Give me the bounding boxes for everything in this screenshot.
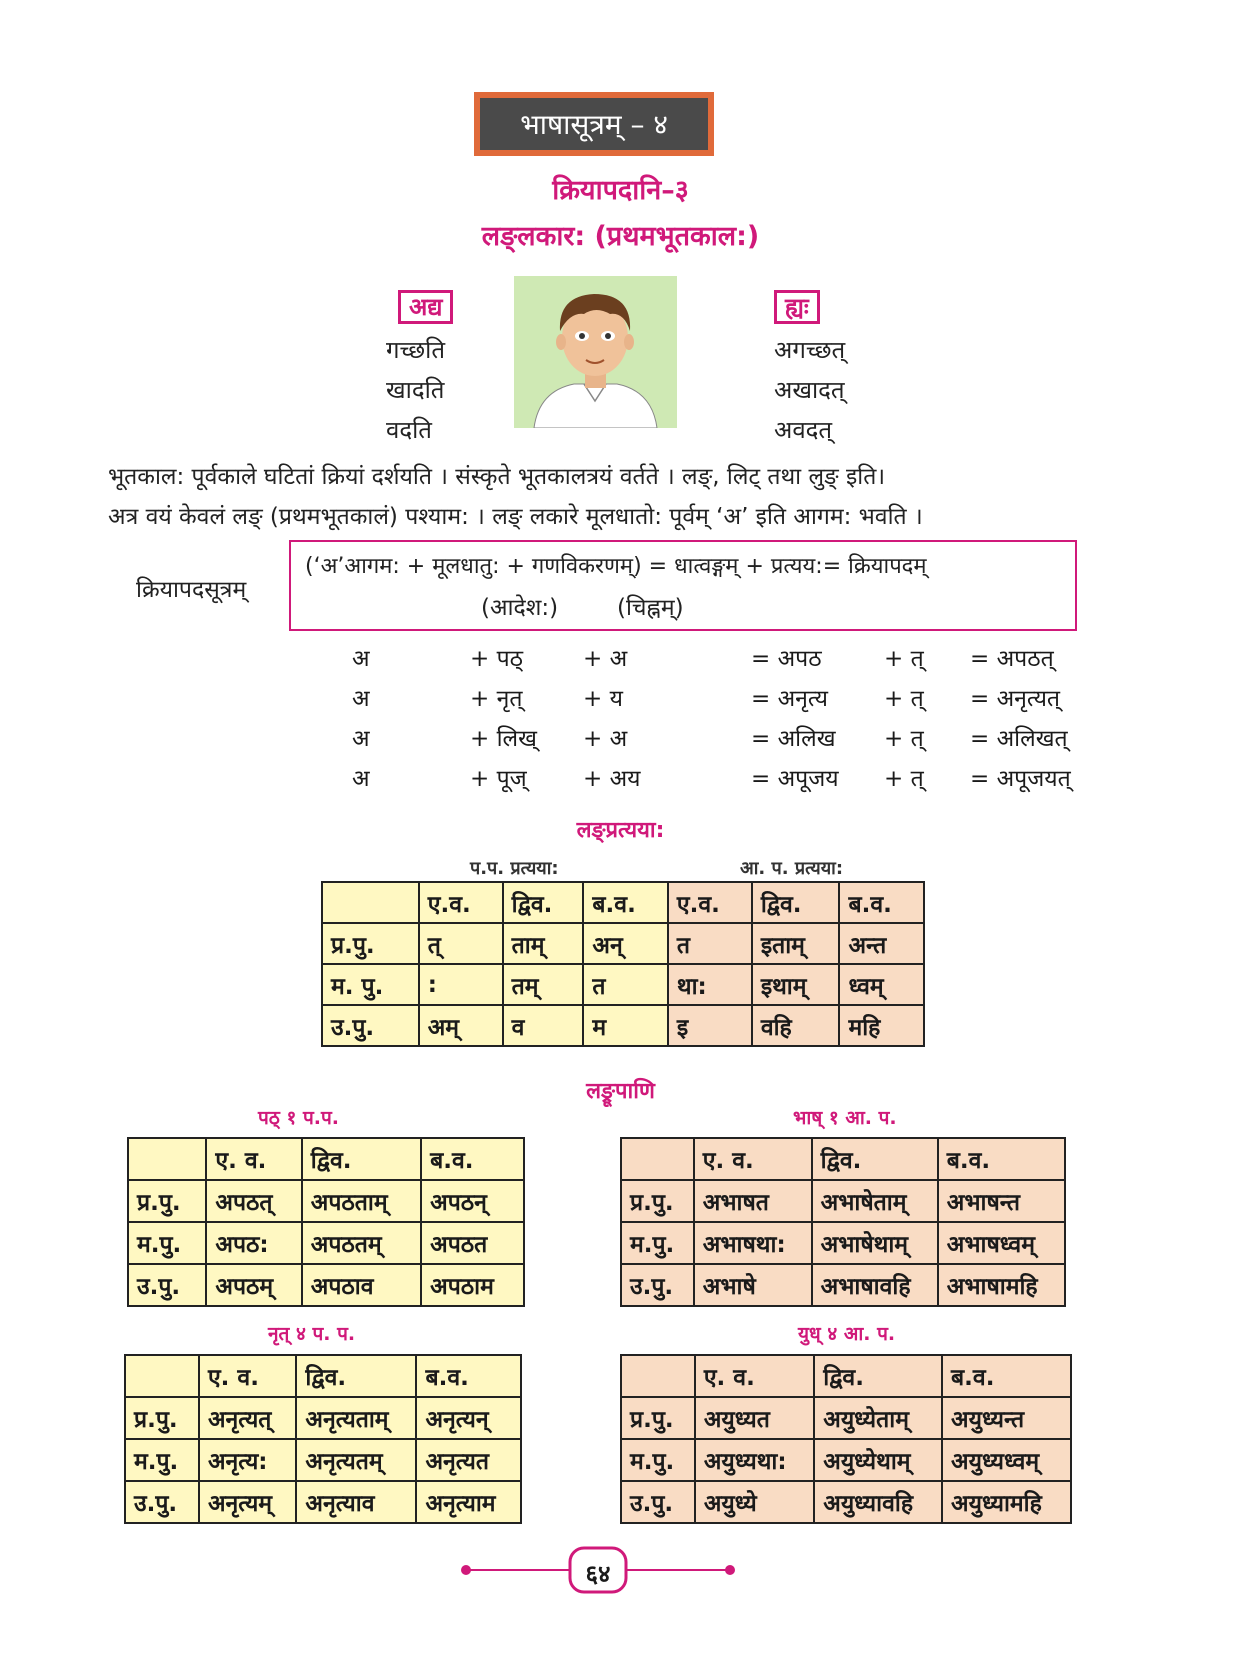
boy-icon [514, 276, 677, 428]
derivation-cell: = अपूजय [751, 766, 839, 792]
past-word: अखादत् [774, 376, 845, 404]
table-label-bhash: भाष् १ आ. प. [793, 1107, 897, 1129]
forms-table-yudh [620, 1354, 1072, 1524]
table-cell: उ.पु. [621, 1481, 695, 1523]
table-cell [128, 1138, 206, 1180]
table-cell: इ [668, 1005, 752, 1046]
table-cell: था: [668, 964, 752, 1005]
table-row [125, 1481, 521, 1523]
table-cell: प्र.पु. [128, 1180, 206, 1222]
table-cell: द्विव. [812, 1138, 938, 1180]
table-row [128, 1222, 524, 1264]
table-cell: अपठत [421, 1222, 524, 1264]
table-row [128, 1264, 524, 1306]
title-banner [474, 92, 714, 156]
derivation-cell: + त् [884, 686, 924, 712]
table-cell: अपठाव [302, 1264, 421, 1306]
table-cell: अभाषत [694, 1180, 812, 1222]
table-cell: अभाषथा: [694, 1222, 812, 1264]
table-cell [125, 1355, 199, 1397]
derivation-cell: + अ [583, 726, 628, 752]
table-row [128, 1180, 524, 1222]
suffix-heading: लङ्प्रत्यया: [576, 818, 665, 843]
derivation-cell: + अ [583, 646, 628, 672]
table-cell: द्विव. [296, 1355, 416, 1397]
derivation-cell: = अपठत् [970, 646, 1054, 672]
table-cell: अपठतम् [302, 1222, 421, 1264]
table-label-path: पठ् १ प.प. [258, 1107, 339, 1129]
table-cell: अभाषेथाम् [812, 1222, 938, 1264]
table-cell: अयुध्ये [695, 1481, 814, 1523]
formula-note: (आदेश:) [481, 595, 559, 621]
table-cell: ए.व. [419, 882, 503, 923]
present-word: गच्छति [386, 336, 446, 364]
boy-illustration [514, 276, 677, 428]
table-cell: द्विव. [814, 1355, 942, 1397]
table-row [621, 1180, 1065, 1222]
table-row [125, 1397, 521, 1439]
table-cell: अनृत्य: [199, 1439, 296, 1481]
table-cell: द्विव. [752, 882, 840, 923]
table-cell: म [583, 1005, 667, 1046]
formula-label: क्रियापदसूत्रम् [136, 577, 247, 603]
table-cell: अम् [419, 1005, 503, 1046]
table-cell: अभाषावहि [812, 1264, 938, 1306]
table-cell: : [419, 964, 503, 1005]
table-cell: ध्वम् [839, 964, 924, 1005]
subtitle: क्रियापदानि–३ [552, 175, 689, 206]
table-row [322, 1005, 924, 1046]
table-row [621, 1355, 1071, 1397]
table-cell: ए.व. [668, 882, 752, 923]
table-cell: ब.व. [938, 1138, 1065, 1180]
table-cell: अपठ: [206, 1222, 301, 1264]
derivation-cell: + लिख् [470, 726, 537, 752]
table-cell: ब.व. [421, 1138, 524, 1180]
derivation-cell: अ [352, 686, 370, 712]
table-cell: त [668, 923, 752, 964]
table-cell: अयुध्यन्त [942, 1397, 1071, 1439]
yesterday-label: ह्यः [774, 290, 820, 324]
table-cell: अयुध्येताम् [814, 1397, 942, 1439]
page-title: भाषासूत्रम् – ४ [520, 108, 668, 141]
table-cell: ए. व. [199, 1355, 296, 1397]
table-row [125, 1355, 521, 1397]
table-cell: प्र.पु. [322, 923, 419, 964]
table-cell: उ.पु. [125, 1481, 199, 1523]
derivation-cell: + त् [884, 726, 924, 752]
suffix-table [321, 881, 925, 1047]
formula-box [289, 540, 1077, 631]
table-cell: अनृत्यतम् [296, 1439, 416, 1481]
table-cell: अनृत्यन् [416, 1397, 521, 1439]
table-cell: महि [839, 1005, 924, 1046]
table-row [125, 1439, 521, 1481]
derivation-cell: + अय [583, 766, 641, 792]
table-cell: अयुध्येथाम् [814, 1439, 942, 1481]
table-cell: अपठत् [206, 1180, 301, 1222]
table-cell: उ.पु. [128, 1264, 206, 1306]
derivation-cell: + य [583, 686, 623, 712]
today-label: अद्य [398, 290, 453, 324]
table-cell: उ.पु. [621, 1264, 694, 1306]
table-cell: इथाम् [752, 964, 840, 1005]
table-cell: अयुध्यामहि [942, 1481, 1071, 1523]
table-cell: अपठताम् [302, 1180, 421, 1222]
table-cell: अयुध्यत [695, 1397, 814, 1439]
table-cell: अभाषामहि [938, 1264, 1065, 1306]
table-label-yudh: युध् ४ आ. प. [798, 1323, 896, 1345]
table-row [621, 1481, 1071, 1523]
derivation-cell: = अनृत्य [751, 686, 828, 712]
table-cell: अयुध्यथा: [695, 1439, 814, 1481]
table-row [322, 882, 924, 923]
table-cell: अपठाम [421, 1264, 524, 1306]
page-number: ६४ [585, 1560, 611, 1588]
table-cell: म.पु. [621, 1439, 695, 1481]
today-label-box [398, 290, 453, 323]
table-cell: वहि [752, 1005, 840, 1046]
table-cell: म.पु. [125, 1439, 199, 1481]
formula-line: (‘अ’आगम: + मूलधातु: + गणविकरणम्) = धात्वङ्गम् + प्रत्यय:= क्रियापदम् [305, 554, 927, 579]
table-cell: अभाषन्त [938, 1180, 1065, 1222]
topic-heading: लङ्लकार: (प्रथमभूतकाल:) [481, 221, 760, 252]
table-cell: अनृत्यम् [199, 1481, 296, 1523]
derivation-cell: + त् [884, 766, 924, 792]
table-cell: अनृत्यताम् [296, 1397, 416, 1439]
paragraph-line: अत्र वयं केवलं लङ् (प्रथमभूतकालं) पश्याम: । लङ् लकारे मूलधातो: पूर्वम् ‘अ’ इति आगम: भवति । [108, 504, 923, 530]
paragraph-line: भूतकाल: पूर्वकाले घटितां क्रियां दर्शयति । संस्कृते भूतकालत्रयं वर्तते । लङ्, लिट् तथा लुङ् इति। [108, 464, 886, 490]
table-cell: ताम् [503, 923, 584, 964]
forms-table-bhash [620, 1137, 1066, 1307]
table-cell: ब.व. [416, 1355, 521, 1397]
table-cell: अपठम् [206, 1264, 301, 1306]
table-cell: प्र.पु. [621, 1180, 694, 1222]
table-cell: अयुध्यावहि [814, 1481, 942, 1523]
derivation-cell: अ [352, 646, 370, 672]
table-cell: अभाषे [694, 1264, 812, 1306]
forms-heading: लङ्रूपाणि [586, 1079, 655, 1104]
derivation-cell: + नृत् [470, 686, 523, 712]
table-cell: द्विव. [503, 882, 584, 923]
table-row [322, 923, 924, 964]
table-row [621, 1439, 1071, 1481]
derivation-cell: अ [352, 726, 370, 752]
table-cell: ए. व. [695, 1355, 814, 1397]
table-cell: म.पु. [128, 1222, 206, 1264]
table-cell: ए. व. [694, 1138, 812, 1180]
present-word: खादति [386, 376, 445, 404]
table-cell: उ.पु. [322, 1005, 419, 1046]
forms-table-path [127, 1137, 525, 1307]
table-row [621, 1222, 1065, 1264]
table-cell [322, 882, 419, 923]
present-word: वदति [386, 416, 432, 444]
ap-label: आ. प. प्रत्यया: [740, 858, 844, 879]
table-row [621, 1264, 1065, 1306]
pp-label: प.प. प्रत्यया: [470, 858, 559, 879]
table-cell: अनृत्याम [416, 1481, 521, 1523]
past-word: अवदत् [774, 416, 833, 444]
table-cell: प्र.पु. [621, 1397, 695, 1439]
table-cell [621, 1138, 694, 1180]
table-cell: म.पु. [621, 1222, 694, 1264]
table-cell: अयुध्यध्वम् [942, 1439, 1071, 1481]
derivation-cell: + पूज् [470, 766, 527, 792]
derivation-cell: + त् [884, 646, 924, 672]
table-cell: तम् [503, 964, 584, 1005]
derivation-cell: = अपठ [751, 646, 822, 672]
table-cell: अपठन् [421, 1180, 524, 1222]
table-cell: अनृत्यत् [199, 1397, 296, 1439]
table-cell: ए. व. [206, 1138, 301, 1180]
table-cell: द्विव. [302, 1138, 421, 1180]
table-row [128, 1138, 524, 1180]
derivation-cell: = अनृत्यत् [970, 686, 1061, 712]
table-cell: अनृत्याव [296, 1481, 416, 1523]
derivation-cell: = अलिखत् [970, 726, 1068, 752]
forms-table-nrit [124, 1354, 522, 1524]
table-row [322, 964, 924, 1005]
table-cell: अन्त [839, 923, 924, 964]
table-cell: ब.व. [839, 882, 924, 923]
table-cell: ब.व. [942, 1355, 1071, 1397]
yesterday-label-box [774, 290, 820, 323]
derivation-cell: = अपूजयत् [970, 766, 1071, 792]
table-cell: अभाषध्वम् [938, 1222, 1065, 1264]
derivation-cell: अ [352, 766, 370, 792]
table-cell: प्र.पु. [125, 1397, 199, 1439]
table-row [621, 1138, 1065, 1180]
table-row [621, 1397, 1071, 1439]
derivation-cell: = अलिख [751, 726, 836, 752]
formula-note: (चिह्नम्) [617, 595, 684, 621]
table-cell: म. पु. [322, 964, 419, 1005]
table-cell: अन् [583, 923, 667, 964]
table-cell: इताम् [752, 923, 840, 964]
past-word: अगच्छत् [774, 336, 846, 364]
table-cell: त [583, 964, 667, 1005]
table-cell: त् [419, 923, 503, 964]
table-cell: अनृत्यत [416, 1439, 521, 1481]
table-cell: ब.व. [583, 882, 667, 923]
table-cell: अभाषेताम् [812, 1180, 938, 1222]
derivation-cell: + पठ् [470, 646, 524, 672]
table-cell [621, 1355, 695, 1397]
table-cell: व [503, 1005, 584, 1046]
table-label-nrit: नृत् ४ प. प. [268, 1323, 356, 1345]
